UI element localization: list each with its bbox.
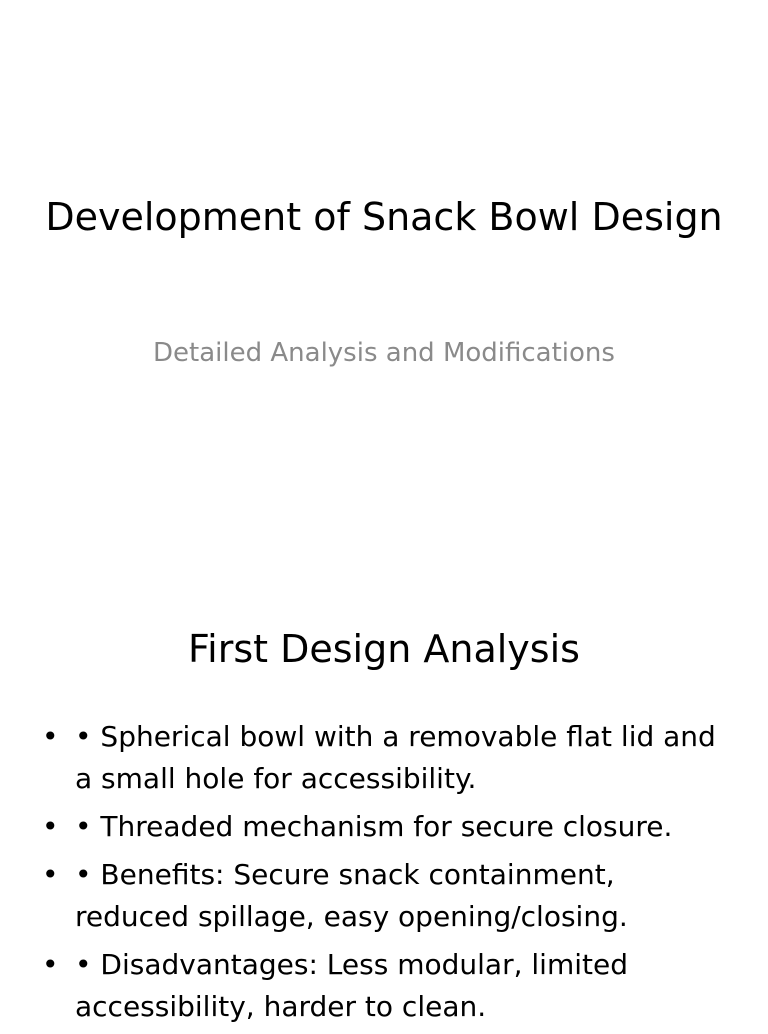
bullet-text: • Benefits: Secure snack containment, reduced spillage, easy opening/closing. — [75, 858, 628, 933]
bullet-text: • Threaded mechanism for secure closure. — [75, 810, 673, 843]
content-slide — [0, 576, 768, 1024]
bullet-item — [38, 806, 728, 848]
presentation-title: Development of Snack Bowl Design — [45, 195, 723, 239]
bullet-dot-icon: • — [42, 720, 59, 753]
bullet-dot-icon: • — [42, 810, 59, 843]
slide-title: First Design Analysis — [188, 627, 580, 671]
bullet-list — [38, 716, 728, 1034]
bullet-dot-icon: • — [42, 858, 59, 891]
bullet-text: • Disadvantages: Less modular, limited accessibility, harder to clean. — [75, 948, 628, 1023]
bullet-item — [38, 716, 728, 800]
presentation-subtitle: Detailed Analysis and Modifications — [153, 338, 615, 368]
bullet-text: • Spherical bowl with a removable flat lid and a small hole for accessibility. — [75, 720, 716, 795]
bullet-item — [38, 854, 728, 938]
bullet-item — [38, 944, 728, 1028]
title-block — [40, 190, 728, 244]
bullet-dot-icon: • — [42, 948, 59, 981]
